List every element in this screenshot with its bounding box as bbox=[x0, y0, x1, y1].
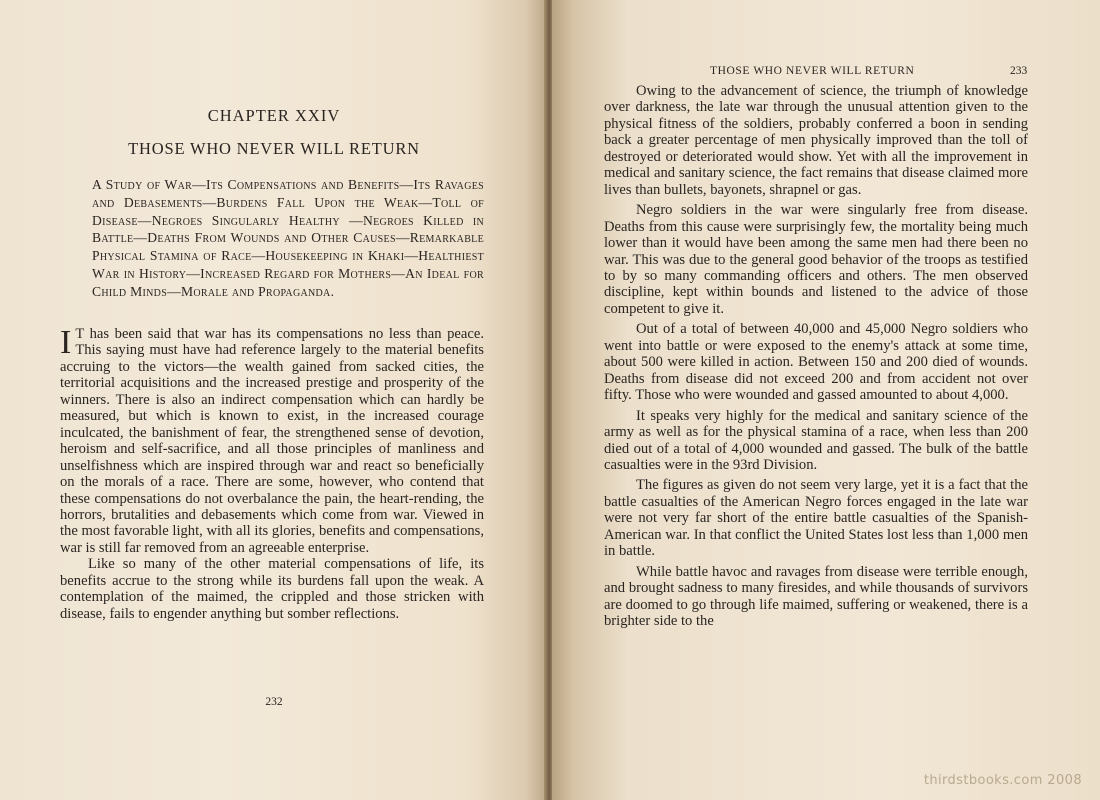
watermark-text: thirdstbooks.com 2008 bbox=[923, 773, 1082, 788]
paragraph: Out of a total of between 40,000 and 45,000 Negro soldiers who went into battle or were exposed to the enemy's attack at some time, about 500 were killed in action. Between 150 and 200 died of wounds. Deaths from disease did not exceed 200 and from accident not over fifty. Those who were wounded and gassed amounted to about 4,000. bbox=[604, 321, 1028, 404]
right-page bbox=[552, 0, 1100, 800]
paragraph: While battle havoc and ravages from disease were terrible enough, and brought sadness to many firesides, and while thousands of survivors are doomed to go through life maimed, suffering or weakened, there is a brighter side to the bbox=[604, 563, 1028, 630]
left-page bbox=[0, 0, 548, 800]
paragraph-text: T has been said that war has its compensations no less than peace. This saying must have had reference largely to the material benefits accruing to the victors—the wealth gained from sacked cities, the territorial acquisitions and the increased prestige and prosperity of the winners. There is also an indirect compensation which can hardly be measured, but which is known to exist, in the increased courage inculcated, the banishment of fear, the strengthened sense of devotion, heroism and self-sacrifice, and all those principles of manliness and unselfishness which are inspired through war and react so beneficially on the morals of a race. There are some, however, who contend that these compensations do not overbalance the pain, the heart-rending, the horrors, brutalities and debasements which come from war. Viewed in the most favorable light, with all its glories, benefits and compensations, war is still far removed from an agreeable enterprise. bbox=[60, 326, 484, 556]
paragraph: Like so many of the other material compensations of life, its benefits accrue to the strong while its burdens fall upon the weak. A contemplation of the maimed, the crippled and those stricken with disease, fails to engender anything but somber reflections. bbox=[60, 556, 484, 622]
chapter-synopsis: A Study of War—Its Compensations and Benefits—Its Ravages and Debasements—Burdens Fall Upon the Weak—Toll of Disease—Negroes Singularly Healthy —Negroes Killed in Battle—Deaths From Wounds and Other Causes—Remarkable Physical Stamina of Race—Housekeeping in Khaki—Healthiest War in History—Increased Regard for Mothers—An Ideal for Child Minds—Morale and Propaganda. bbox=[92, 177, 484, 299]
paragraph: It speaks very highly for the medical and sanitary science of the army as well as for the physical stamina of a race, when less than 200 died out of a total of 4,000 wounded and gassed. The bulk of the battle casualties were in the 93rd Division. bbox=[604, 407, 1028, 473]
paragraph bbox=[60, 326, 484, 556]
drop-cap: I bbox=[60, 324, 72, 361]
left-body-text bbox=[60, 326, 484, 622]
page-number-right: 233 bbox=[1010, 65, 1028, 77]
page-number-left: 232 bbox=[265, 696, 283, 708]
running-head: THOSE WHO NEVER WILL RETURN bbox=[710, 65, 915, 77]
right-body-text bbox=[604, 83, 1028, 634]
paragraph: The figures as given do not seem very large, yet it is a fact that the battle casualties of the American Negro forces engaged in the late war were not very far short of the entire battle casualties of the Spanish-American war. In that conflict the United States lost less than 1,000 men in battle. bbox=[604, 477, 1028, 560]
paragraph: Negro soldiers in the war were singularly free from disease. Deaths from this cause were surprisingly few, the mortality being much lower than it would have been among the same men had there been no war. This was due to the general good behavior of the troops as testified to by so many commanding officers and others. The men observed discipline, kept within bounds and listened to the advice of those competent to give it. bbox=[604, 202, 1028, 317]
chapter-number: CHAPTER XXIV bbox=[207, 106, 341, 125]
chapter-title: THOSE WHO NEVER WILL RETURN bbox=[128, 139, 420, 158]
paragraph: Owing to the advancement of science, the triumph of knowledge over darkness, the late war through the unusual attention given to the physical fitness of the soldiers, probably conferred a boon in sending back a greater percentage of men physically improved than the toll of destroyed or deteriorated would show. Yet with all the improvement in medical and sanitary science, the fact remains that disease claimed more lives than bullets, bayonets, shrapnel or gas. bbox=[604, 83, 1028, 198]
